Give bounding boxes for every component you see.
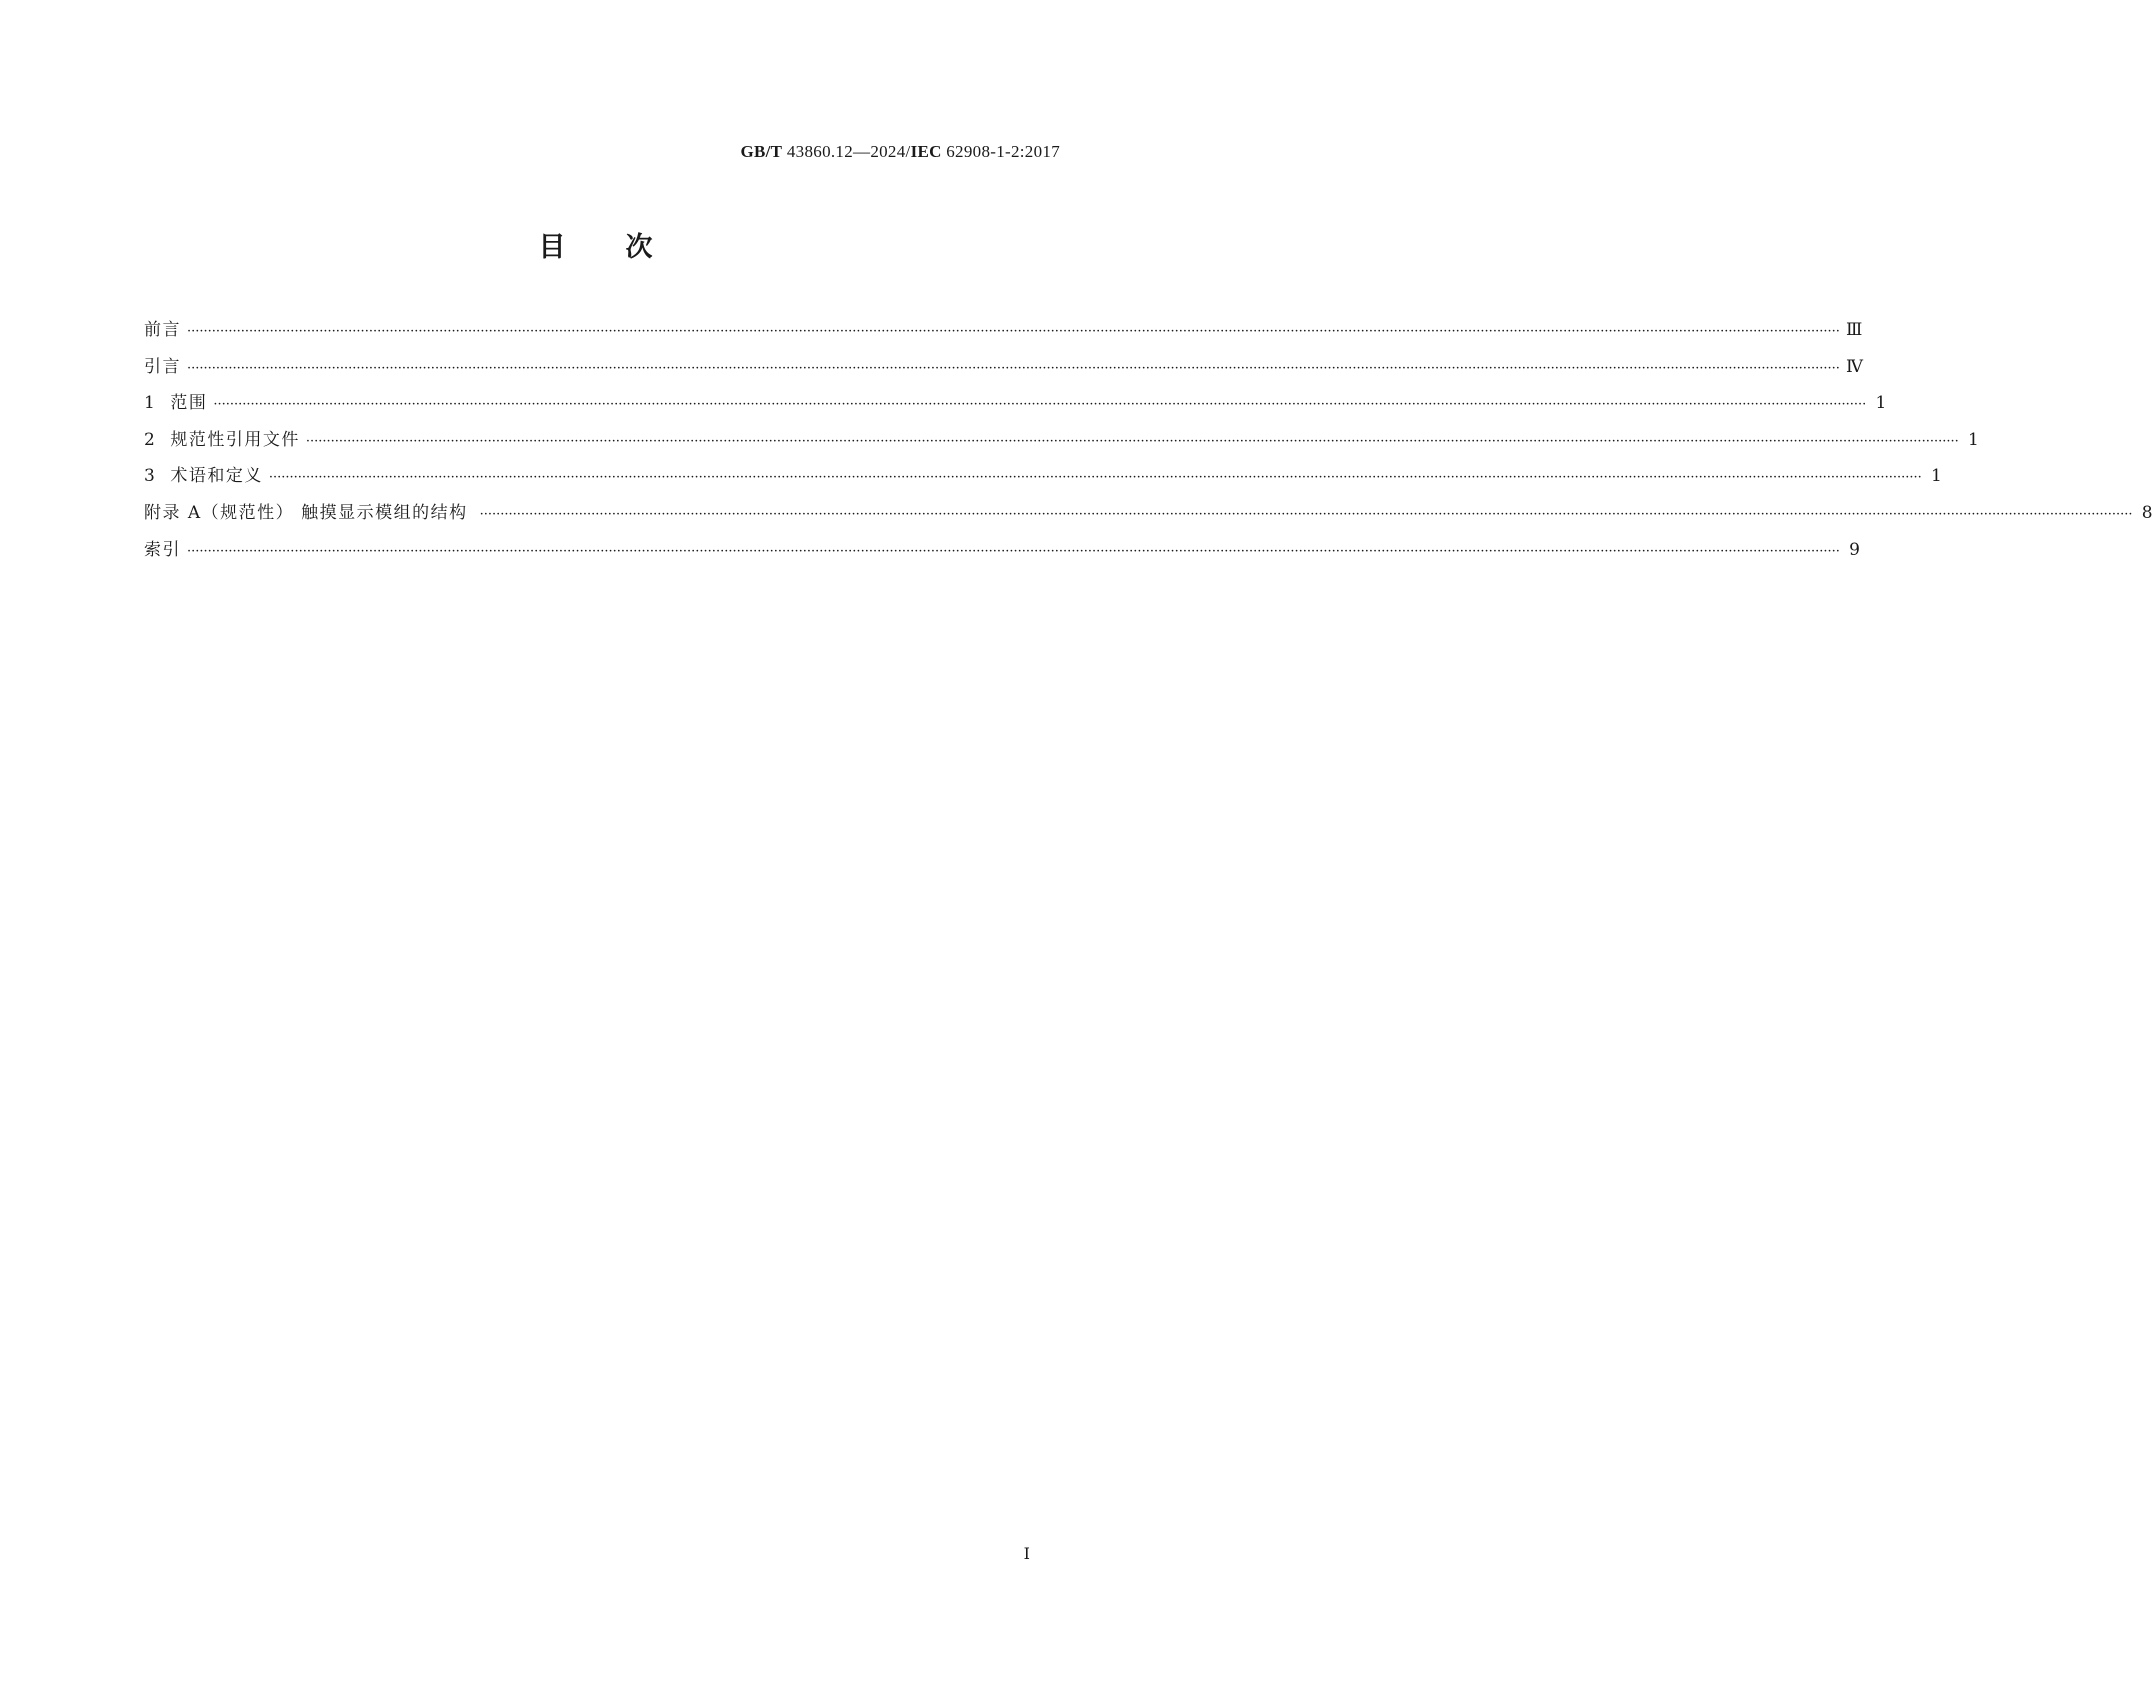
- toc-item-title: 前言: [144, 320, 181, 340]
- toc-item-scope[interactable]: [144, 389, 1887, 426]
- standard-code: [741, 142, 1061, 162]
- table-of-contents: [144, 316, 2153, 572]
- toc-leader-dots: ················································································································································································································································································································································································································: [213, 397, 1867, 413]
- standard-code-body: 43860.12—2024/: [782, 142, 911, 161]
- toc-item-page: 1: [1875, 393, 1887, 414]
- toc-item-label: [144, 426, 300, 454]
- toc-item-title: 术语和定义: [170, 466, 263, 487]
- toc-item-page: 1: [1967, 429, 1979, 450]
- toc-item-page: Ⅲ: [1845, 320, 1863, 340]
- toc-leader-dots: ················································································································································································································································································································································································································: [187, 360, 1840, 376]
- toc-item-title: 索引: [144, 539, 181, 560]
- toc-item-introduction[interactable]: [144, 353, 1863, 390]
- toc-item-label: [144, 499, 474, 527]
- toc-item-label: [144, 462, 263, 490]
- toc-item-label: [144, 536, 181, 564]
- standard-code-prefix: GB/T: [740, 142, 783, 161]
- toc-item-label: [144, 389, 207, 417]
- toc-item-title: 范围: [170, 393, 208, 414]
- toc-leader-dots: ················································································································································································································································································································································································································: [187, 543, 1840, 559]
- page-title: 目次: [538, 232, 713, 263]
- toc-leader-dots: ················································································································································································································································································································································································································: [187, 324, 1840, 339]
- toc-item-number: 2: [144, 429, 157, 450]
- toc-item-label: [144, 353, 181, 381]
- toc-item-page: Ⅳ: [1845, 356, 1863, 377]
- toc-item-normative-references[interactable]: [144, 426, 1979, 463]
- toc-leader-dots: ················································································································································································································································································································································································································: [479, 506, 2133, 522]
- toc-item-number: 3: [144, 466, 157, 487]
- toc-leader-dots: ················································································································································································································································································································································································································: [268, 470, 1922, 486]
- toc-item-page: 1: [1930, 466, 1942, 487]
- toc-leader-dots: ················································································································································································································································································································································································································: [305, 433, 1959, 449]
- toc-item-title: 附录 A（规范性） 触摸显示模组的结构: [144, 502, 468, 523]
- toc-item-number: 1: [144, 393, 157, 414]
- toc-item-foreword[interactable]: [144, 316, 1863, 353]
- toc-item-page: 9: [1849, 539, 1860, 560]
- toc-item-terms-definitions[interactable]: [144, 462, 1942, 499]
- toc-item-title: 规范性引用文件: [170, 429, 300, 450]
- toc-item-index[interactable]: [144, 536, 1860, 573]
- toc-item-title: 引言: [144, 356, 181, 377]
- page-number: Ⅰ: [1023, 1546, 1030, 1563]
- toc-item-page: 8: [2141, 502, 2153, 523]
- standard-code-tail: 62908-1-2:2017: [941, 142, 1060, 161]
- standard-code-iec: IEC: [910, 142, 942, 161]
- toc-item-label: [144, 316, 181, 344]
- toc-item-annex-a[interactable]: [144, 499, 2153, 536]
